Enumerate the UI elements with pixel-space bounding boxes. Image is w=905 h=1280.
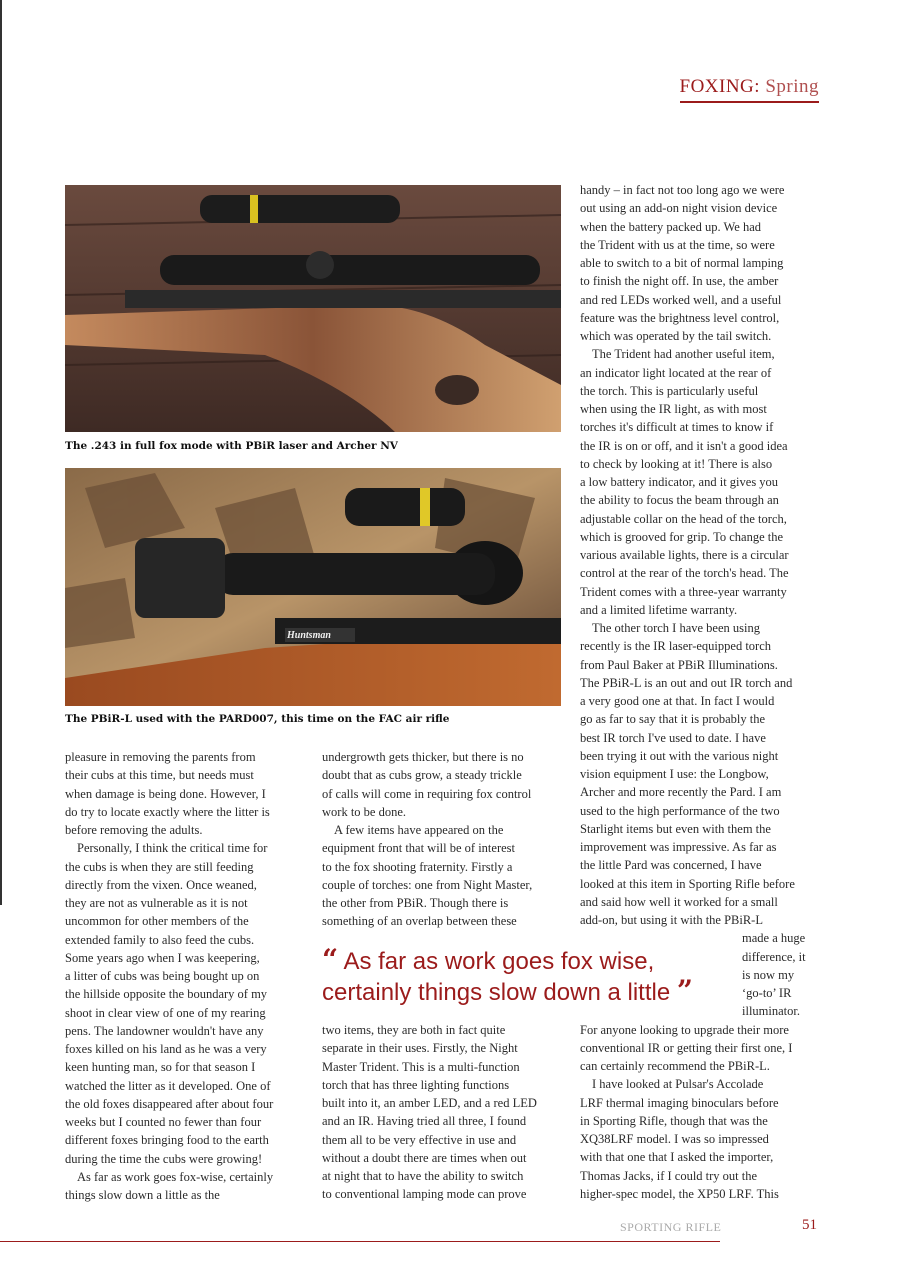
text-line: a low battery indicator, and it gives you: [580, 475, 779, 489]
text-line: out using an add-on night vision device: [580, 201, 778, 216]
text-line: and said how well it worked for a small: [580, 894, 778, 909]
photo-pbir-pard: [65, 468, 561, 706]
text-line: to conventional lamping mode can prove: [322, 1187, 527, 1202]
text-line: when using the IR light, as with most: [580, 402, 767, 416]
text-line: undergrowth gets thicker, but there is no: [322, 750, 524, 764]
text-line: separate in their uses. Firstly, the Night: [322, 1041, 518, 1056]
text-line: LRF thermal imaging binoculars before: [580, 1095, 779, 1110]
text-line: can certainly recommend the PBiR-L.: [580, 1059, 770, 1073]
text-line: improvement was impressive. As far as: [580, 840, 777, 854]
pull-quote-line-2: certainly things slow down a little: [322, 979, 671, 1006]
text-line: used to the high performance of the two: [580, 803, 780, 818]
text-line: and red LEDs worked well, and a useful: [580, 292, 782, 307]
text-line: XQ38LRF model. I was so impressed: [580, 1132, 769, 1146]
close-quote-mark: ”: [676, 974, 693, 1007]
section-label: FOXING:: [679, 76, 761, 97]
text-line: do try to locate exactly where the litter is: [65, 804, 270, 819]
text-line: during the time the cubs were growing!: [65, 1151, 263, 1166]
text-line: extended family to also feed the cubs.: [65, 932, 255, 947]
text-line: made a huge: [742, 931, 806, 946]
text-line: in Sporting Rifle, though that was the: [580, 1113, 768, 1128]
text-line: to finish the night off. In use, the amber: [580, 274, 779, 289]
text-line: with that one that I asked the importer,: [580, 1150, 774, 1165]
text-line: feature was the brightness level control,: [580, 310, 780, 325]
text-line: which is grooved for grip. To change the: [580, 529, 784, 544]
text-line: two items, they are both in fact quite: [322, 1023, 506, 1037]
text-line: directly from the vixen. Once weaned,: [65, 877, 257, 892]
text-line: Trident comes with a three-year warranty: [580, 584, 787, 599]
text-line: Some years ago when I was keepering,: [65, 950, 260, 965]
text-line: Master Trident. This is a multi-function: [322, 1059, 520, 1074]
text-line: without a doubt there are times when out: [322, 1150, 527, 1165]
text-line: conventional IR or getting their first one, I: [580, 1040, 793, 1055]
text-line: and a limited lifetime warranty.: [580, 602, 738, 617]
text-line: when damage is being done. However, I: [65, 786, 266, 801]
text-line: Archer and more recently the Pard. I am: [580, 785, 782, 800]
text-line: weeks but I counted no fewer than four: [65, 1115, 262, 1129]
text-line: equipment front that will be of interest: [322, 841, 516, 856]
text-line: the cubs is when they are still feeding: [65, 859, 254, 874]
text-line: the ability to focus the beam through an: [580, 493, 779, 508]
text-line: they are not as vulnerable as it is not: [65, 896, 248, 910]
photo-rifle-243: [65, 185, 561, 432]
text-line: couple of torches: one from Night Master,: [322, 877, 533, 892]
text-line: difference, it: [742, 949, 806, 964]
pull-quote: [322, 945, 693, 1007]
article-column-2-top: [322, 748, 567, 931]
photo-caption: The .243 in full fox mode with PBiR laser and Archer NV: [65, 440, 398, 452]
text-line: best IR torch I've used to date. I have: [580, 730, 766, 745]
text-line: to check by looking at it! There is also: [580, 456, 773, 471]
text-line: The PBiR-L is an out and out IR torch and: [580, 675, 793, 690]
text-line: Personally, I think the critical time for: [77, 841, 268, 856]
pull-quote-line-1: As far as work goes fox wise,: [343, 948, 655, 975]
subsection-label: Spring: [765, 76, 819, 97]
text-line: been trying it out with the various night: [580, 748, 779, 763]
text-line: higher-spec model, the XP50 LRF. This: [580, 1186, 779, 1201]
text-line: the little Pard was concerned, I have: [580, 858, 762, 873]
text-line: from Paul Baker at PBiR Illuminations.: [580, 657, 778, 672]
text-line: control at the rear of the torch's head. The: [580, 566, 789, 581]
article-column-2-bottom: [322, 1021, 567, 1204]
text-line: uncommon for other members of the: [65, 914, 249, 929]
text-line: recently is the IR laser-equipped torch: [580, 639, 771, 654]
text-line: handy – in fact not too long ago we were: [580, 183, 785, 197]
text-line: A few items have appeared on the: [334, 823, 504, 837]
text-line: the Trident with us at the time, so were: [580, 237, 775, 252]
text-line: For anyone looking to upgrade their more: [580, 1022, 789, 1037]
text-line: shoot in clear view of one of my rearing: [65, 1005, 266, 1020]
text-line: The other torch I have been using: [592, 621, 760, 635]
text-line: ‘go-to’ IR: [742, 986, 792, 1000]
text-line: Thomas Jacks, if I could try out the: [580, 1168, 758, 1183]
text-line: the other from PBiR. Though there is: [322, 896, 509, 910]
text-line: add-on, but using it with the PBiR-L: [580, 913, 763, 927]
text-line: at night that to have the ability to switch: [322, 1169, 524, 1183]
text-line: foxes killed on his land as he was a very: [65, 1042, 267, 1056]
text-line: I have looked at Pulsar's Accolade: [592, 1077, 764, 1092]
text-line: of calls will come in requiring fox control: [322, 786, 532, 801]
text-line: vision equipment I use: the Longbow,: [580, 767, 769, 781]
text-line: looked at this item in Sporting Rifle before: [580, 876, 795, 891]
text-line: something of an overlap between these: [322, 914, 517, 929]
text-line: The Trident had another useful item,: [592, 347, 775, 362]
text-line: watched the litter as it developed. One of: [65, 1078, 271, 1093]
text-line: pens. The landowner wouldn't have any: [65, 1023, 264, 1038]
rifle-brand-marking: Huntsman: [287, 630, 331, 641]
text-line: to the fox shooting fraternity. Firstly a: [322, 859, 513, 874]
text-line: torch that has three lighting functions: [322, 1077, 510, 1092]
text-line: work to be done.: [322, 804, 407, 819]
open-quote-mark: “: [322, 943, 339, 976]
photo-caption: The PBiR-L used with the PARD007, this time on the FAC air rifle: [65, 713, 450, 725]
text-line: built into it, an amber LED, and a red LED: [322, 1096, 537, 1110]
text-line: the old foxes disappeared after about four: [65, 1096, 274, 1111]
text-line: the hillside opposite the boundary of my: [65, 987, 268, 1002]
text-line: a litter of cubs was being bought up on: [65, 969, 260, 983]
text-line: pleasure in removing the parents from: [65, 750, 256, 764]
magazine-name: SPORTING RIFLE: [620, 1220, 722, 1234]
text-line: the IR is on or off, and it isn't a good idea: [580, 438, 788, 453]
text-line: a very good one at that. In fact I would: [580, 694, 775, 708]
footer-rule: [0, 1241, 720, 1242]
article-column-1: [65, 748, 310, 1204]
text-line: things slow down a little as the: [65, 1188, 220, 1202]
text-line: Starlight items but even with them the: [580, 821, 771, 836]
text-line: them all to be very effective in use and: [322, 1132, 517, 1147]
text-line: before removing the adults.: [65, 823, 203, 837]
section-header: [680, 76, 820, 103]
text-line: an indicator light located at the rear of: [580, 365, 772, 380]
text-line: different foxes bringing food to the earth: [65, 1133, 269, 1148]
page-edge-rule: [0, 0, 2, 905]
text-line: illuminator.: [742, 1004, 800, 1019]
text-line: their cubs at this time, but needs must: [65, 768, 254, 783]
text-line: and an IR. Having tried all three, I found: [322, 1114, 527, 1129]
page-number: 51: [802, 1217, 817, 1233]
text-line: torches it's difficult at times to know if: [580, 420, 774, 435]
text-line: which was operated by the tail switch.: [580, 329, 772, 343]
text-line: adjustable collar on the head of the torch,: [580, 511, 787, 526]
text-line: able to switch to a bit of normal lamping: [580, 256, 784, 270]
text-line: go as far to say that it is probably the: [580, 712, 766, 727]
text-line: the torch. This is particularly useful: [580, 383, 759, 398]
text-line: when the battery packed up. We had: [580, 219, 761, 234]
text-line: doubt that as cubs grow, a steady trickle: [322, 768, 522, 783]
text-line: is now my: [742, 967, 795, 982]
text-line: As far as work goes fox-wise, certainly: [77, 1169, 274, 1184]
text-line: keen hunting man, so for that season I: [65, 1060, 256, 1075]
text-line: various available lights, there is a circular: [580, 548, 789, 562]
article-column-3: [580, 181, 825, 1203]
